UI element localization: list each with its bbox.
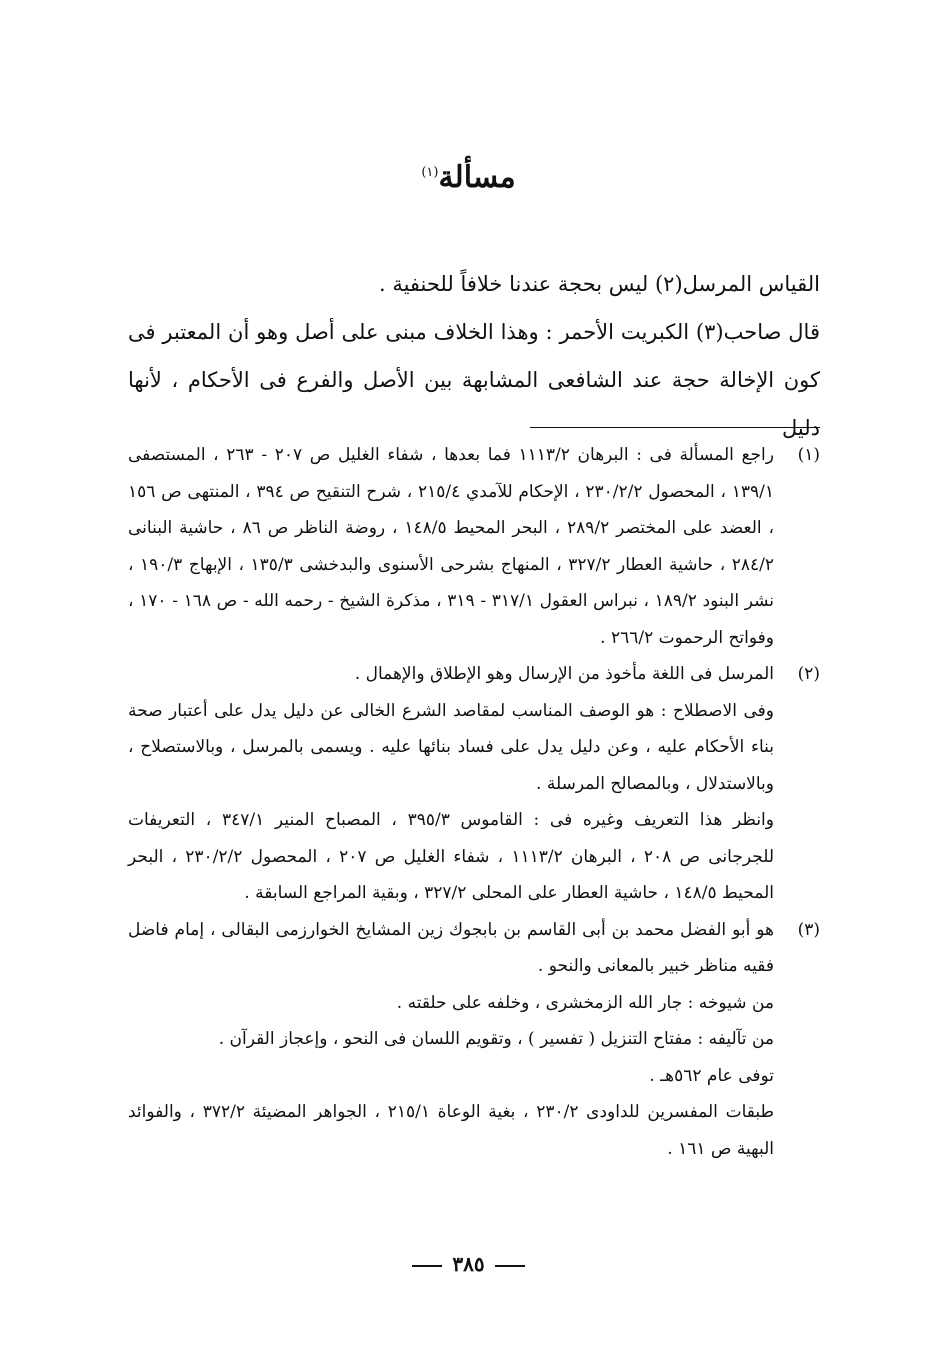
footnote-3	[128, 912, 820, 1168]
dash-left	[495, 1265, 525, 1267]
footnote-number: (٣)	[797, 919, 820, 940]
footnote-paragraph: المرسل فى اللغة مأخوذ من الإرسال وهو الإطلاق والإهمال .	[354, 664, 774, 684]
dash-right	[412, 1265, 442, 1267]
footnote-2	[128, 656, 820, 912]
footnote-1	[128, 437, 820, 656]
body-line-2: قال صاحب(٣) الكبريت الأحمر : وهذا الخلاف مبنى على أصل وهو أن المعتبر فى كون الإخالة حجة عند الشافعى المشابهة بين الأصل والفرع فى الأحكام ، لأنها دليل	[128, 320, 820, 440]
footnote-paragraph: من تآليفه : مفتاح التنزيل ( تفسير ) ، وتقويم اللسان فى النحو ، وإعجاز القرآن .	[218, 1029, 774, 1049]
body-line-1: القياس المرسل(٢) ليس بحجة عندنا خلافاً للحنفية .	[378, 272, 820, 296]
footnote-paragraph: طبقات المفسرين للداودى ٢٣٠/٢ ، بغية الوعاة ٢١٥/١ ، الجواهر المضيئة ٣٧٢/٢ ، والفوائد البهية ص ١٦١ .	[128, 1102, 775, 1159]
footnote-body	[128, 437, 774, 656]
footnote-number: (١)	[797, 445, 820, 465]
footnotes	[128, 437, 820, 1167]
footnote-number: (٢)	[797, 664, 820, 684]
footnote-paragraph: من شيوخه : جار الله الزمخشرى ، وخلفه على حلقته .	[396, 992, 774, 1013]
footnote-paragraph: وفى الاصطلاح : هو الوصف المناسب لمقاصد الشرع الخالى عن دليل يدل على أعتبار صحة بناء الأحكام عليه ، وعن دليل يدل على فساد بنائها عليه . ويسمى بالمرسل ، وبالاستصلاح ، وبالاستدلال ، وبالمصالح المرسلة .	[128, 700, 774, 794]
title-footnote-ref: (١)	[421, 165, 439, 180]
footnote-separator	[530, 427, 820, 428]
footnote-paragraph: راجع المسألة فى : البرهان ١١١٣/٢ فما بعدها ، شفاء الغليل ص ٢٠٧ - ٢٦٣ ، المستصفى ١٣٩/١ ، المحصول ٢٣٠/٢/٢ ، الإحكام للآمدي ٢١٥/٤ ، شرح التنقيح ص ٣٩٤ ، المنتهى ص ١٥٦ ، العضد على المختصر ٢٨٩/٢ ، البحر المحيط ١٤٨/٥ ، روضة الناظر ص ٨٦ ، حاشية البنانى ٢٨٤/٢ ، حاشية العطار ٣٢٧/٢ ، المنهاج بشرحى الأسنوى والبدخشى ١٣٥/٣ ، الإبهاج ١٩٠/٣ ، نشر البنود ١٨٩/٢ ، نبراس العقول ٣١٧/١ - ٣١٩ ، مذكرة الشيخ - رحمه الله - ص ١٦٨ - ١٧٠ ، وفواتح الرحموت ٢٦٦/٢ .	[128, 445, 775, 648]
section-title	[0, 160, 937, 195]
page-number-text: ٣٨٥	[452, 1252, 485, 1276]
footnote-body	[128, 912, 774, 1168]
footnote-paragraph: توفى عام ٥٦٢هـ .	[649, 1065, 774, 1086]
footnote-body	[128, 656, 774, 912]
page-number	[0, 1252, 937, 1276]
footnote-paragraph: هو أبو الفضل محمد بن أبى القاسم بن بابجوك زين المشايخ الخوارزمى البقالى ، إمام فاضل فقيه مناظر خبير بالمعانى والنحو .	[128, 919, 774, 976]
title-text: مسألة	[438, 160, 516, 195]
main-text	[128, 260, 820, 452]
footnote-paragraph: وانظر هذا التعريف وغيره فى : القاموس ٣٩٥/٣ ، المصباح المنير ٣٤٧/١ ، التعريفات للجرجانى ص ٢٠٨ ، البرهان ١١١٣/٢ ، شفاء الغليل ص ٢٠٧ ، المحصول ٢٣٠/٢/٢ ، البحر المحيط ١٤٨/٥ ، حاشية العطار على المحلى ٣٢٧/٢ ، وبقية المراجع السابقة .	[128, 810, 774, 903]
